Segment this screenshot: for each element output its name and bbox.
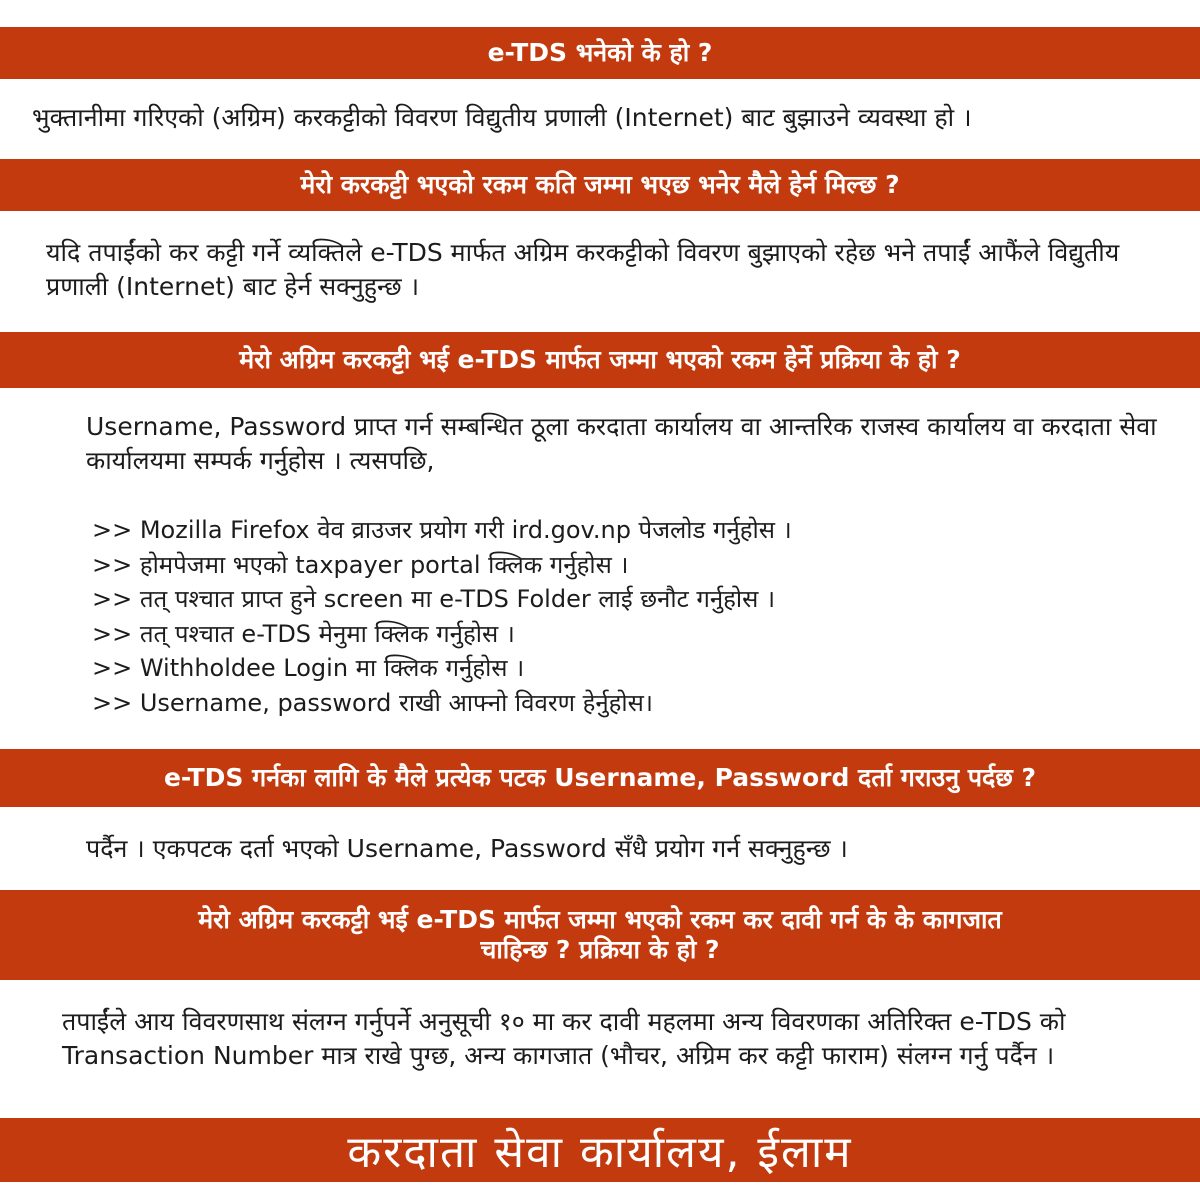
step-item: >> तत् पश्चात e-TDS मेनुमा क्लिक गर्नुहोस । [92, 619, 515, 648]
step-item: >> Username, password राखी आफ्नो विवरण हेर्नुहोस। [92, 688, 653, 717]
answer-text-4: पर्दैन । एकपटक दर्ता भएको Username, Password सँधै प्रयोग गर्न सक्नुहुन्छ । [86, 834, 848, 863]
step-item: >> होमपेजमा भएको taxpayer portal क्लिक गर्नुहोस । [92, 550, 629, 579]
answer-text-2: यदि तपाईंको कर कट्टी गर्ने व्यक्तिले e-TDS मार्फत अग्रिम करकट्टीको विवरण बुझाएको रहेछ भने तपाईं आफैंले विद्युतीय प्रणाली (Internet) बाट हेर्न सक्नुहुन्छ । [46, 238, 1120, 301]
answer-text-3 [86, 410, 1166, 720]
step-item: >> तत् पश्चात प्राप्त हुने screen मा e-TDS Folder लाई छनौट गर्नुहोस । [92, 585, 776, 613]
question-heading-3: मेरो अग्रिम करकट्टी भई e-TDS मार्फत जम्मा भएको रकम हेर्ने प्रक्रिया के हो ? [0, 332, 1200, 388]
process-steps [92, 513, 1166, 720]
step-item: >> Withholdee Login मा क्लिक गर्नुहोस । [92, 654, 525, 682]
question-heading-2: मेरो करकट्टी भएको रकम कति जम्मा भएछ भनेर मैले हेर्न मिल्छ ? [0, 159, 1200, 211]
question-heading-1: e-TDS भनेको के हो ? [0, 27, 1200, 79]
answer-text-5: तपाईंले आय विवरणसाथ संलग्न गर्नुपर्ने अनुसूची १० मा कर दावी महलमा अन्य विवरणका अतिरिक्त e-TDS को Transaction Number मात्र राखे पुग्छ, अन्य कागजात (भौचर, अग्रिम कर कट्टी फाराम) संलग्न गर्नु पर्दैन । [62, 1007, 1066, 1070]
question-heading-4: e-TDS गर्नका लागि के मैले प्रत्येक पटक Username, Password दर्ता गराउनु पर्दछ ? [0, 749, 1200, 807]
step-item: >> Mozilla Firefox वेव व्राउजर प्रयोग गरी ird.gov.np पेजलोड गर्नुहोस । [92, 516, 792, 544]
office-name-footer: करदाता सेवा कार्यालय, ईलाम [0, 1118, 1200, 1182]
answer-text-1: भुक्तानीमा गरिएको (अग्रिम) करकट्टीको विवरण विद्युतीय प्रणाली (Internet) बाट बुझाउने व्यवस्था हो । [32, 103, 972, 132]
question-heading-5: मेरो अग्रिम करकट्टी भई e-TDS मार्फत जम्मा भएको रकम कर दावी गर्न के के कागजात चाहिन्छ ? प्रक्रिया के हो ? [0, 890, 1200, 980]
process-intro: Username, Password प्राप्त गर्न सम्बन्धित ठूला करदाता कार्यालय वा आन्तरिक राजस्व कार्यालय वा करदाता सेवा कार्यालयमा सम्पर्क गर्नुहोस । त्यसपछि, [86, 412, 1157, 475]
